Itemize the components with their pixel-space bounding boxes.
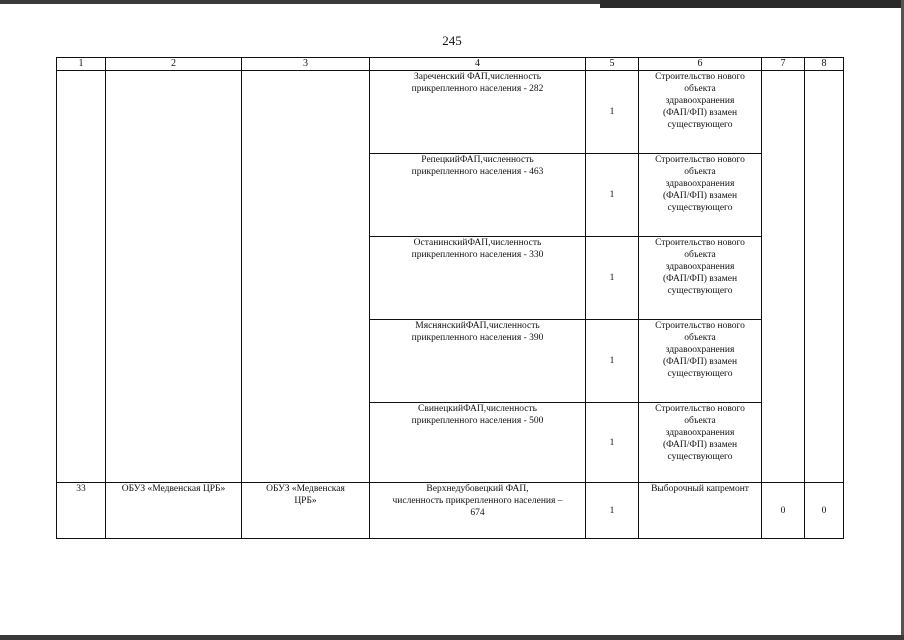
header-cell-6: 6 (639, 58, 762, 71)
cell-continued-col8 (805, 71, 844, 483)
header-cell-2: 2 (106, 58, 242, 71)
work-type-line: существующего (667, 203, 733, 213)
organization-short-cell (242, 483, 370, 539)
facility-line: прикрепленного населения - 330 (411, 250, 544, 260)
facility-line: СвинецкийФАП,численность (418, 404, 537, 414)
header-cell-5: 5 (586, 58, 639, 71)
page-number: 245 (442, 33, 462, 48)
cell-continued-col3 (242, 71, 370, 483)
work-type-cell (639, 154, 762, 237)
facility-line: прикрепленного населения - 282 (411, 84, 544, 94)
work-type-cell (639, 403, 762, 483)
facility-line: 674 (470, 508, 485, 518)
work-type-line: объекта (684, 167, 716, 177)
work-type-line: Строительство нового (655, 155, 745, 165)
facility-name-cell (370, 320, 586, 403)
work-type-line: объекта (684, 84, 716, 94)
work-type-line: здравоохранения (665, 345, 735, 355)
work-type-line: Строительство нового (655, 321, 745, 331)
work-type-line: Строительство нового (655, 72, 745, 82)
work-type-cell (639, 71, 762, 154)
organization-line: ОБУЗ «Медвенская (266, 484, 345, 494)
work-type-line: Строительство нового (655, 404, 745, 414)
work-type-line: объекта (684, 333, 716, 343)
quantity-cell: 1 (586, 320, 639, 403)
quantity-cell: 1 (586, 403, 639, 483)
work-type-line: (ФАП/ФП) взамен (662, 108, 738, 118)
facility-name-cell (370, 483, 586, 539)
work-type-line: здравоохранения (665, 179, 735, 189)
work-type-line: Строительство нового (655, 238, 745, 248)
work-type-line: существующего (667, 452, 733, 462)
quantity-cell: 1 (586, 237, 639, 320)
scan-edge-top-dark (600, 0, 904, 8)
cell-continued-col7 (762, 71, 805, 483)
work-type-line: (ФАП/ФП) взамен (662, 440, 738, 450)
facility-name-cell (370, 237, 586, 320)
table-row-33 (57, 483, 844, 539)
facility-line: Верхнедубовецкий ФАП, (426, 484, 529, 494)
cell-continued-col1 (57, 71, 106, 483)
header-cell-8: 8 (805, 58, 844, 71)
facility-line: прикрепленного населения - 390 (411, 333, 544, 343)
facility-line: численность прикрепленного населения – (392, 496, 563, 506)
facility-line: прикрепленного населения - 500 (411, 416, 544, 426)
facility-line: МяснянскийФАП,численность (415, 321, 540, 331)
work-type-line: объекта (684, 416, 716, 426)
organization-cell: ОБУЗ «Медвенская ЦРБ» (106, 483, 242, 539)
header-row (57, 58, 844, 71)
work-type-line: существующего (667, 286, 733, 296)
work-type-line: (ФАП/ФП) взамен (662, 274, 738, 284)
work-type-line: здравоохранения (665, 428, 735, 438)
work-type-line: здравоохранения (665, 96, 735, 106)
work-type-line: объекта (684, 250, 716, 260)
header-cell-7: 7 (762, 58, 805, 71)
work-type-cell (639, 237, 762, 320)
work-type-line: существующего (667, 369, 733, 379)
facilities-table (56, 57, 844, 539)
facility-line: Зареченский ФАП,численность (413, 72, 542, 82)
work-type-line: здравоохранения (665, 262, 735, 272)
organization-line: ЦРБ» (294, 496, 317, 506)
work-type-line: существующего (667, 120, 733, 130)
work-type-cell (639, 320, 762, 403)
facility-name-cell (370, 71, 586, 154)
value-cell-col7: 0 (762, 483, 805, 539)
facility-name-cell (370, 403, 586, 483)
header-cell-1: 1 (57, 58, 106, 71)
quantity-cell: 1 (586, 71, 639, 154)
quantity-cell: 1 (586, 154, 639, 237)
work-type-cell: Выборочный капремонт (639, 483, 762, 539)
table-row (57, 71, 844, 154)
cell-continued-col2 (106, 71, 242, 483)
header-cell-3: 3 (242, 58, 370, 71)
header-cell-4: 4 (370, 58, 586, 71)
scan-edge-bottom (0, 635, 904, 640)
quantity-cell: 1 (586, 483, 639, 539)
work-type-line: (ФАП/ФП) взамен (662, 191, 738, 201)
facility-line: ОстанинскийФАП,численность (413, 238, 542, 248)
facility-line: РепецкийФАП,численность (421, 155, 534, 165)
row-number-cell: 33 (57, 483, 106, 539)
work-type-line: (ФАП/ФП) взамен (662, 357, 738, 367)
facility-line: прикрепленного населения - 463 (411, 167, 544, 177)
value-cell-col8: 0 (805, 483, 844, 539)
facility-name-cell (370, 154, 586, 237)
